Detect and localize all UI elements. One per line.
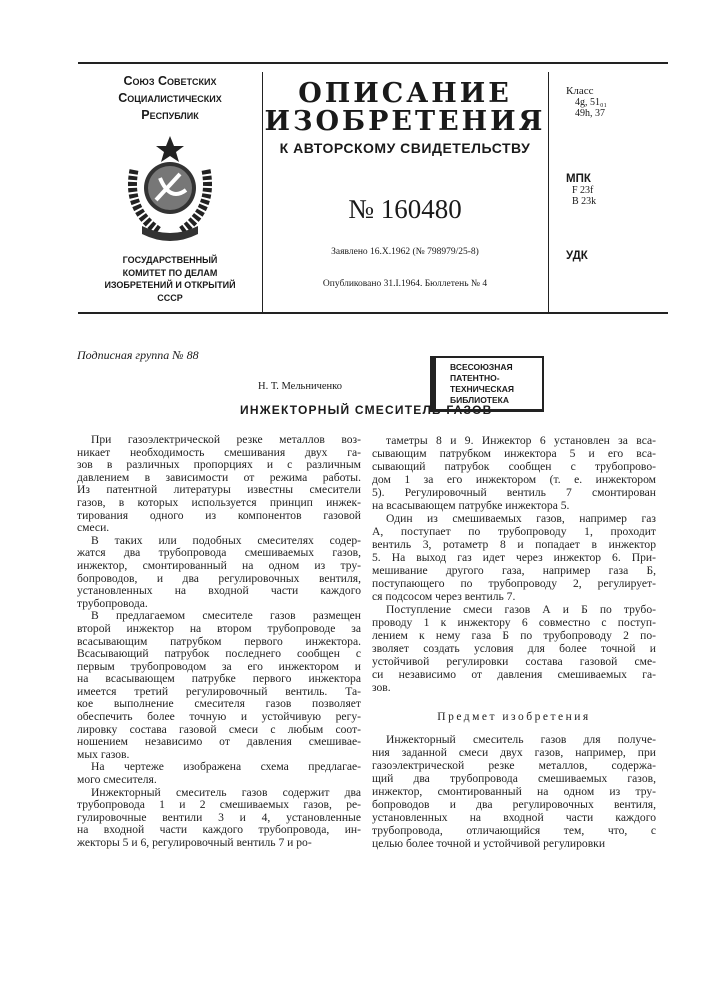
stamp-line: БИБЛИОТЕКА: [450, 395, 542, 406]
text-line: зов.: [372, 681, 656, 694]
union-line: Республик: [78, 107, 262, 124]
text-line: жатся два трубопровода смешиваемых газов,: [77, 547, 361, 560]
filed-date: Заявлено 16.X.1962 (№ 798979/25-8): [264, 247, 546, 257]
text-line: давлением в зависимости от режима работы.: [77, 472, 361, 485]
udk-label: УДК: [566, 251, 666, 262]
text-line: дом 1 за его инжектором (т. е. инжектором: [372, 473, 656, 486]
text-line: газов, в которых используется принцип инжек-: [77, 497, 361, 510]
mpk-value: F 23f: [566, 185, 666, 196]
classification-block: [566, 64, 666, 262]
text-line: установленных на входной части каждого: [77, 585, 361, 598]
committee-line: ГОСУДАРСТВЕННЫЙ: [78, 254, 262, 267]
invention-title: ИНЖЕКТОРНЫЙ СМЕСИТЕЛЬ ГАЗОВ: [240, 403, 493, 417]
text-line: Всасывающий патрубок последнего сообщен с: [77, 648, 361, 661]
header-box: [78, 62, 668, 314]
text-line: Из патентной литературы известны смесители: [77, 484, 361, 497]
text-line: 5. На выход газ идет через инжектор 6. При-: [372, 551, 656, 564]
text-line: трубопровода, отличающийся тем, что, с: [372, 824, 656, 837]
text-line: При газоэлектрической резке металлов воз-: [77, 434, 361, 447]
text-line: А, поступает по трубопроводу 1, проходит: [372, 525, 656, 538]
text-line: имеется третий регулировочный вентиль. Та-: [77, 686, 361, 699]
text-line: На чертеже изображена схема предлагае-: [77, 761, 361, 774]
text-line: поступающего по трубопроводу 2, регулирует-: [372, 577, 656, 590]
class-value: 4g, 51₀₁: [566, 97, 666, 108]
text-line: В предлагаемом смесителе газов размещен: [77, 610, 361, 623]
text-line: проводу 1 к инжектору 6 совместно с поступ-: [372, 616, 656, 629]
text-line: таметры 8 и 9. Инжектор 6 установлен за вса-: [372, 434, 656, 447]
published-date: Опубликовано 31.I.1964. Бюллетень № 4: [264, 279, 546, 289]
text-line: Инжекторный смеситель газов содержит два: [77, 787, 361, 800]
text-line: газоэлектрической резке металлов, содержа-: [372, 759, 656, 772]
committee-name: [78, 254, 262, 304]
mpk-value: B 23k: [566, 196, 666, 207]
text-line: на всасывающем патрубке первого инжектора: [77, 673, 361, 686]
committee-line: ИЗОБРЕТЕНИЙ И ОТКРЫТИЙ: [78, 279, 262, 292]
text-line: лением к нему газа Б по трубопроводу 2 по-: [372, 629, 656, 642]
text-line: всасывающим патрубком первого инжектора.: [77, 636, 361, 649]
text-line: установленных на входной части каждого: [372, 811, 656, 824]
text-line: лировку состава газовой смеси с любым соот-: [77, 724, 361, 737]
text-line: ния заданной смеси двух газов, например, при: [372, 746, 656, 759]
class-label: Класс: [566, 86, 666, 97]
ussr-emblem-icon: [120, 130, 220, 248]
issuer-block: [78, 64, 262, 312]
text-line: первым трубопроводом за его инжектором и: [77, 661, 361, 674]
claims-heading: Предмет изобретения: [372, 711, 656, 723]
committee-line: СССР: [78, 292, 262, 305]
title-block: [264, 64, 546, 312]
text-line: тирования одного из компонентов газовой: [77, 510, 361, 523]
left-column: [77, 434, 361, 850]
union-line: Социалистических: [78, 90, 262, 107]
text-line: обеспечить более точную и устойчивую регу-: [77, 711, 361, 724]
class-value: 49h, 37: [566, 108, 666, 119]
text-line: на всасывающем патрубке инжектора 5.: [372, 499, 656, 512]
text-line: бопроводов и два регулировочных вентиля,: [372, 798, 656, 811]
stamp-line: ВСЕСОЮЗНАЯ: [450, 362, 542, 373]
text-line: инжектор, смонтированный на одном из тру-: [77, 560, 361, 573]
text-line: Поступление смеси газов А и Б по трубо-: [372, 603, 656, 616]
text-line: си независимо от давления смешиваемых га-: [372, 668, 656, 681]
text-line: трубопровода 1 и 2 смешиваемых газов, ре-: [77, 799, 361, 812]
text-line: инжектор, смонтированный на одном из тру-: [372, 785, 656, 798]
divider: [548, 72, 549, 312]
union-line: Союз Советских: [78, 73, 262, 90]
doc-title-2: ИЗОБРЕТЕНИЯ: [264, 108, 546, 136]
author: Н. Т. Мельниченко: [0, 381, 600, 392]
mpk-label: МПК: [566, 174, 666, 185]
text-line: сывающим патрубком инжектора 5 и его вса-: [372, 447, 656, 460]
text-line: целью более точной и устойчивой регулировки: [372, 837, 656, 850]
text-line: кое выполнение смесителя газов позволяет: [77, 698, 361, 711]
text-line: жекторы 5 и 6, регулировочный вентиль 7 и ро-: [77, 837, 361, 850]
text-line: гулировочные вентили 3 и 4, установленные: [77, 812, 361, 825]
text-line: зволяет создать условия для более точной и: [372, 642, 656, 655]
patent-number: № 160480: [264, 194, 546, 225]
right-column: [372, 434, 656, 850]
text-line: ношением независимо от давления смешивае-: [77, 736, 361, 749]
text-line: 5). Регулировочный вентиль 7 смонтирован: [372, 486, 656, 499]
doc-title-1: ОПИСАНИЕ: [264, 80, 546, 108]
text-line: трубопровода.: [77, 598, 361, 611]
library-stamp: [430, 356, 544, 412]
text-line: устойчивой регулировки состава газовой сме-: [372, 655, 656, 668]
stamp-line: ПАТЕНТНО-: [450, 373, 542, 384]
text-line: бопроводов, и два регулировочных вентиля,: [77, 573, 361, 586]
subscription-group: Подписная группа № 88: [77, 348, 199, 363]
text-line: щий два трубопровода смешиваемых газов,: [372, 772, 656, 785]
text-line: мых газов.: [77, 749, 361, 762]
text-line: сывающий патрубок сообщен с трубопрово-: [372, 460, 656, 473]
text-line: вентиль 3, ротаметр 8 и попадает в инжектор: [372, 538, 656, 551]
divider: [262, 72, 263, 312]
doc-subtitle: К АВТОРСКОМУ СВИДЕТЕЛЬСТВУ: [264, 140, 546, 156]
text-line: зов в различных пропорциях и с различным: [77, 459, 361, 472]
text-line: второй инжектор на втором трубопроводе за: [77, 623, 361, 636]
text-line: смеси.: [77, 522, 361, 535]
text-line: мешивание другого газа, например газа Б,: [372, 564, 656, 577]
text-line: мого смесителя.: [77, 774, 361, 787]
stamp-line: ТЕХНИЧЕСКАЯ: [450, 384, 542, 395]
union-name: [78, 73, 262, 124]
text-line: Один из смешиваемых газов, например газ: [372, 512, 656, 525]
text-line: никает необходимость смешивания двух га-: [77, 447, 361, 460]
text-line: В таких или подобных смесителях содер-: [77, 535, 361, 548]
committee-line: КОМИТЕТ ПО ДЕЛАМ: [78, 267, 262, 280]
text-line: на входной части каждого трубопровода, ин-: [77, 824, 361, 837]
text-line: Инжекторный смеситель газов для получе-: [372, 733, 656, 746]
text-line: ся подсосом через вентиль 7.: [372, 590, 656, 603]
